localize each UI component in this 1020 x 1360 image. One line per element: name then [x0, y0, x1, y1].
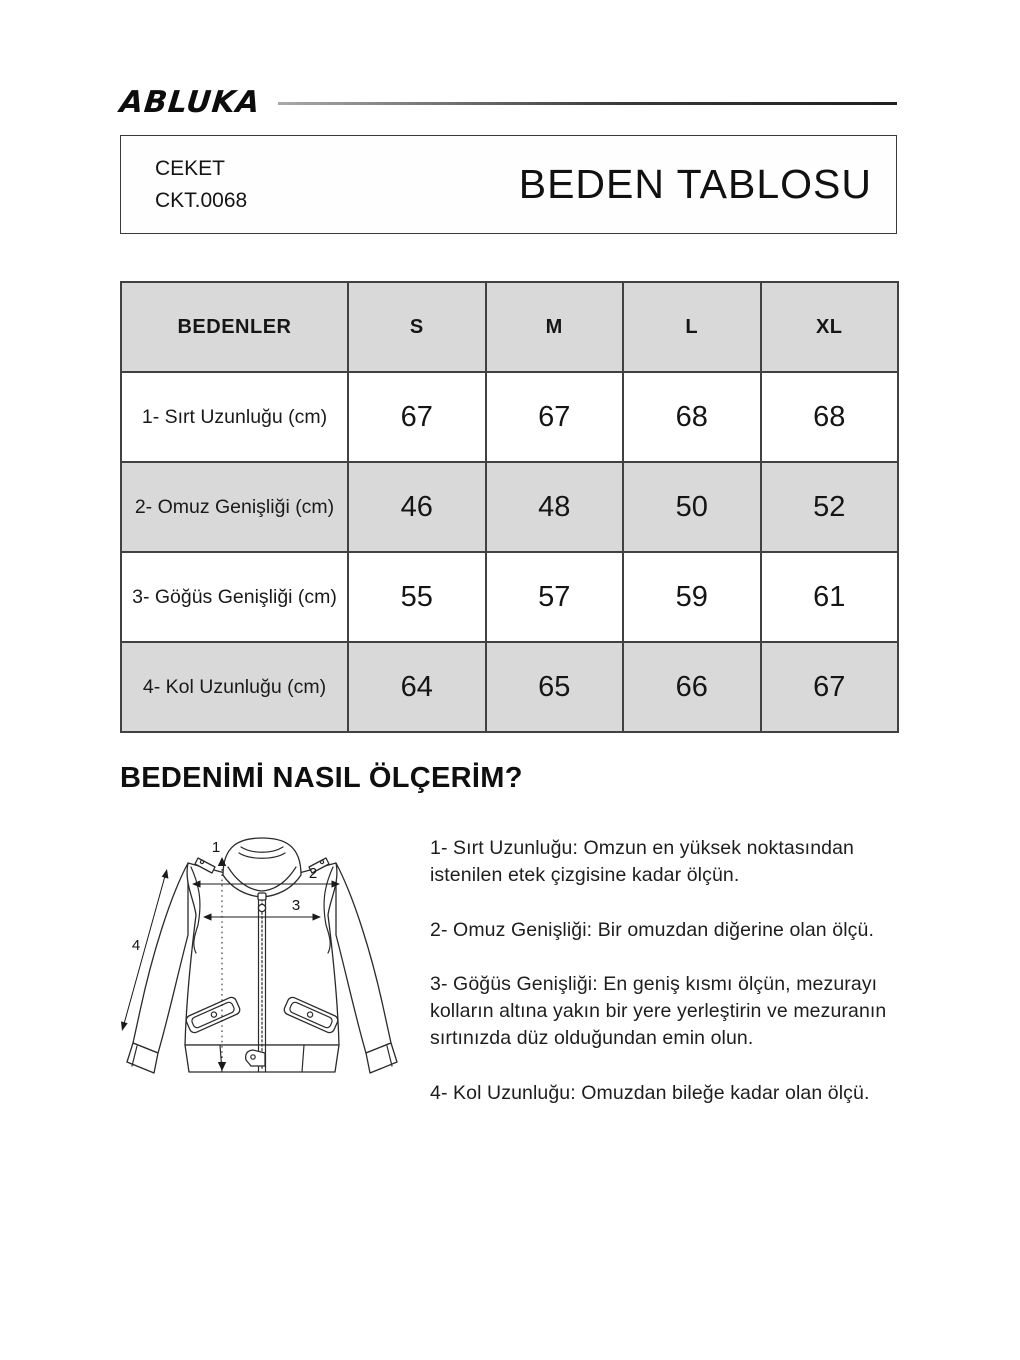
product-code: CKT.0068: [155, 188, 248, 212]
size-value-cell: 52: [761, 462, 899, 552]
size-value-cell: 55: [348, 552, 486, 642]
size-value-cell: 67: [761, 642, 899, 732]
diagram-label-2: 2: [308, 865, 318, 882]
instruction-gogus-genisligi: 3- Göğüs Genişliği: En geniş kısmı ölçün, mezurayı kolların altına yakın bir yere yerleştirin ve mezuranın sırtınızda düz olduğundan emin olun.: [430, 972, 887, 1050]
size-value-cell: 68: [761, 372, 899, 462]
title-box: [120, 135, 897, 234]
size-value-cell: 64: [348, 642, 486, 732]
jacket-line-drawing-icon: [112, 833, 412, 1085]
jacket-diagram: [112, 833, 412, 1085]
product-name: CEKET: [155, 157, 226, 180]
column-header-s: S: [348, 282, 486, 372]
column-header-xl: XL: [761, 282, 899, 372]
diagram-label-1: 1: [211, 839, 221, 856]
instruction-omuz-genisligi: 2- Omuz Genişliği: Bir omuzdan diğerine olan ölçü.: [430, 918, 874, 941]
row-label: 3- Göğüs Genişliği (cm): [121, 552, 348, 642]
measure-instructions: [430, 833, 897, 1107]
size-value-cell: 46: [348, 462, 486, 552]
column-header-m: M: [486, 282, 624, 372]
size-table-header-row: [121, 282, 898, 372]
column-header-bedenler: BEDENLER: [121, 282, 348, 372]
column-header-l: L: [623, 282, 761, 372]
instruction-kol-uzunlugu: 4- Kol Uzunluğu: Omuzdan bileğe kadar olan ölçü.: [430, 1081, 870, 1104]
header-rule: [278, 102, 897, 105]
table-row: [121, 552, 898, 642]
size-value-cell: 67: [486, 372, 624, 462]
size-value-cell: 67: [348, 372, 486, 462]
product-meta: [155, 153, 247, 216]
brand-logo: ABLUKA: [118, 84, 263, 120]
size-value-cell: 59: [623, 552, 761, 642]
measure-section: [120, 833, 897, 1107]
instruction-sirt-uzunlugu: 1- Sırt Uzunluğu: Omzun en yüksek noktasından istenilen etek çizgisine kadar ölçün.: [430, 837, 854, 887]
diagram-label-3: 3: [291, 897, 301, 914]
size-value-cell: 66: [623, 642, 761, 732]
table-row: [121, 462, 898, 552]
size-value-cell: 50: [623, 462, 761, 552]
diagram-label-4: 4: [131, 937, 141, 954]
page-title: BEDEN TABLOSU: [518, 161, 872, 207]
size-value-cell: 65: [486, 642, 624, 732]
size-value-cell: 57: [486, 552, 624, 642]
row-label: 4- Kol Uzunluğu (cm): [121, 642, 348, 732]
table-row: [121, 372, 898, 462]
size-value-cell: 48: [486, 462, 624, 552]
size-value-cell: 61: [761, 552, 899, 642]
brand-header: [120, 84, 897, 120]
row-label: 1- Sırt Uzunluğu (cm): [121, 372, 348, 462]
table-row: [121, 642, 898, 732]
measure-heading: BEDENİMİ NASIL ÖLÇERİM?: [120, 762, 523, 794]
size-value-cell: 68: [623, 372, 761, 462]
row-label: 2- Omuz Genişliği (cm): [121, 462, 348, 552]
size-table: [120, 281, 899, 733]
